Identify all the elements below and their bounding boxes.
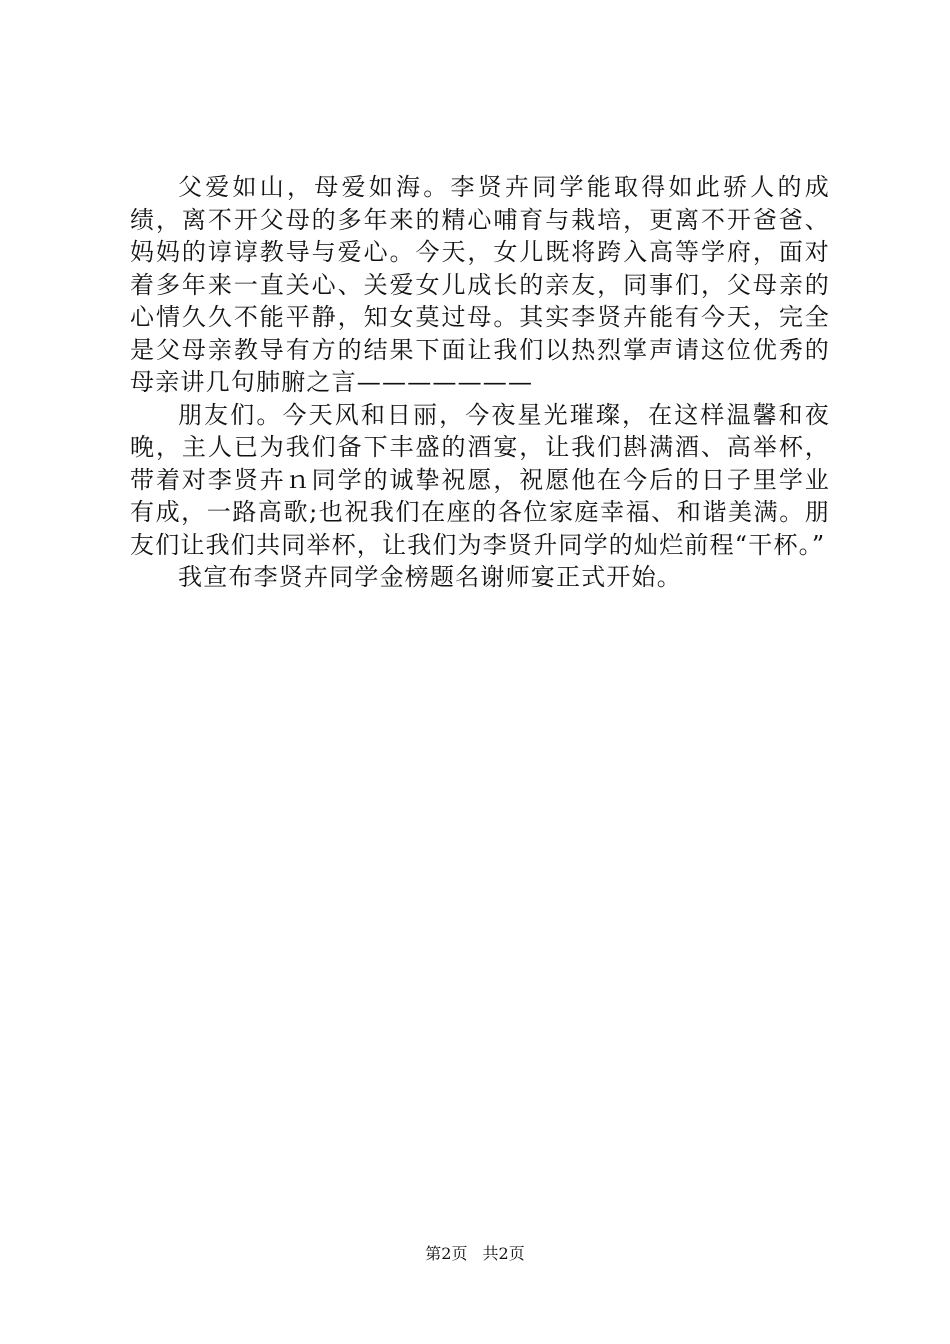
paragraph-parents-tribute: 父爱如山，母爱如海。李贤卉同学能取得如此骄人的成绩，离不开父母的多年来的精心哺育与栽培，更离不开爸爸、妈妈的谆谆教导与爱心。今天，女儿既将跨入高等学府，面对着多年来一直关心、关爱女儿成长的亲友，同事们，父母亲的心情久久不能平静，知女莫过母。其实李贤卉能有今天，完全是父母亲教导有方的结果下面让我们以热烈掌声请这位优秀的母亲讲几句肺腑之言——————— [130, 173, 830, 396]
page-number-current: 第2页 [425, 1244, 468, 1263]
paragraph-toast: 朋友们。今天风和日丽，今夜星光璀璨，在这样温馨和夜晚，主人已为我们备下丰盛的酒宴，让我们斟满酒、高举杯，带着对李贤卉ｎ同学的诚挚祝愿，祝愿他在今后的日子里学业有成，一路高歌;也祝我们在座的各位家庭幸福、和谐美满。朋友们让我们共同举杯，让我们为李贤升同学的灿烂前程“干杯。” [130, 400, 830, 559]
page-footer [0, 1243, 950, 1265]
page-number-total: 共2页 [482, 1244, 525, 1263]
document-body [130, 171, 830, 594]
paragraph-opening-announcement: 我宣布李贤卉同学金榜题名谢师宴正式开始。 [178, 563, 682, 591]
